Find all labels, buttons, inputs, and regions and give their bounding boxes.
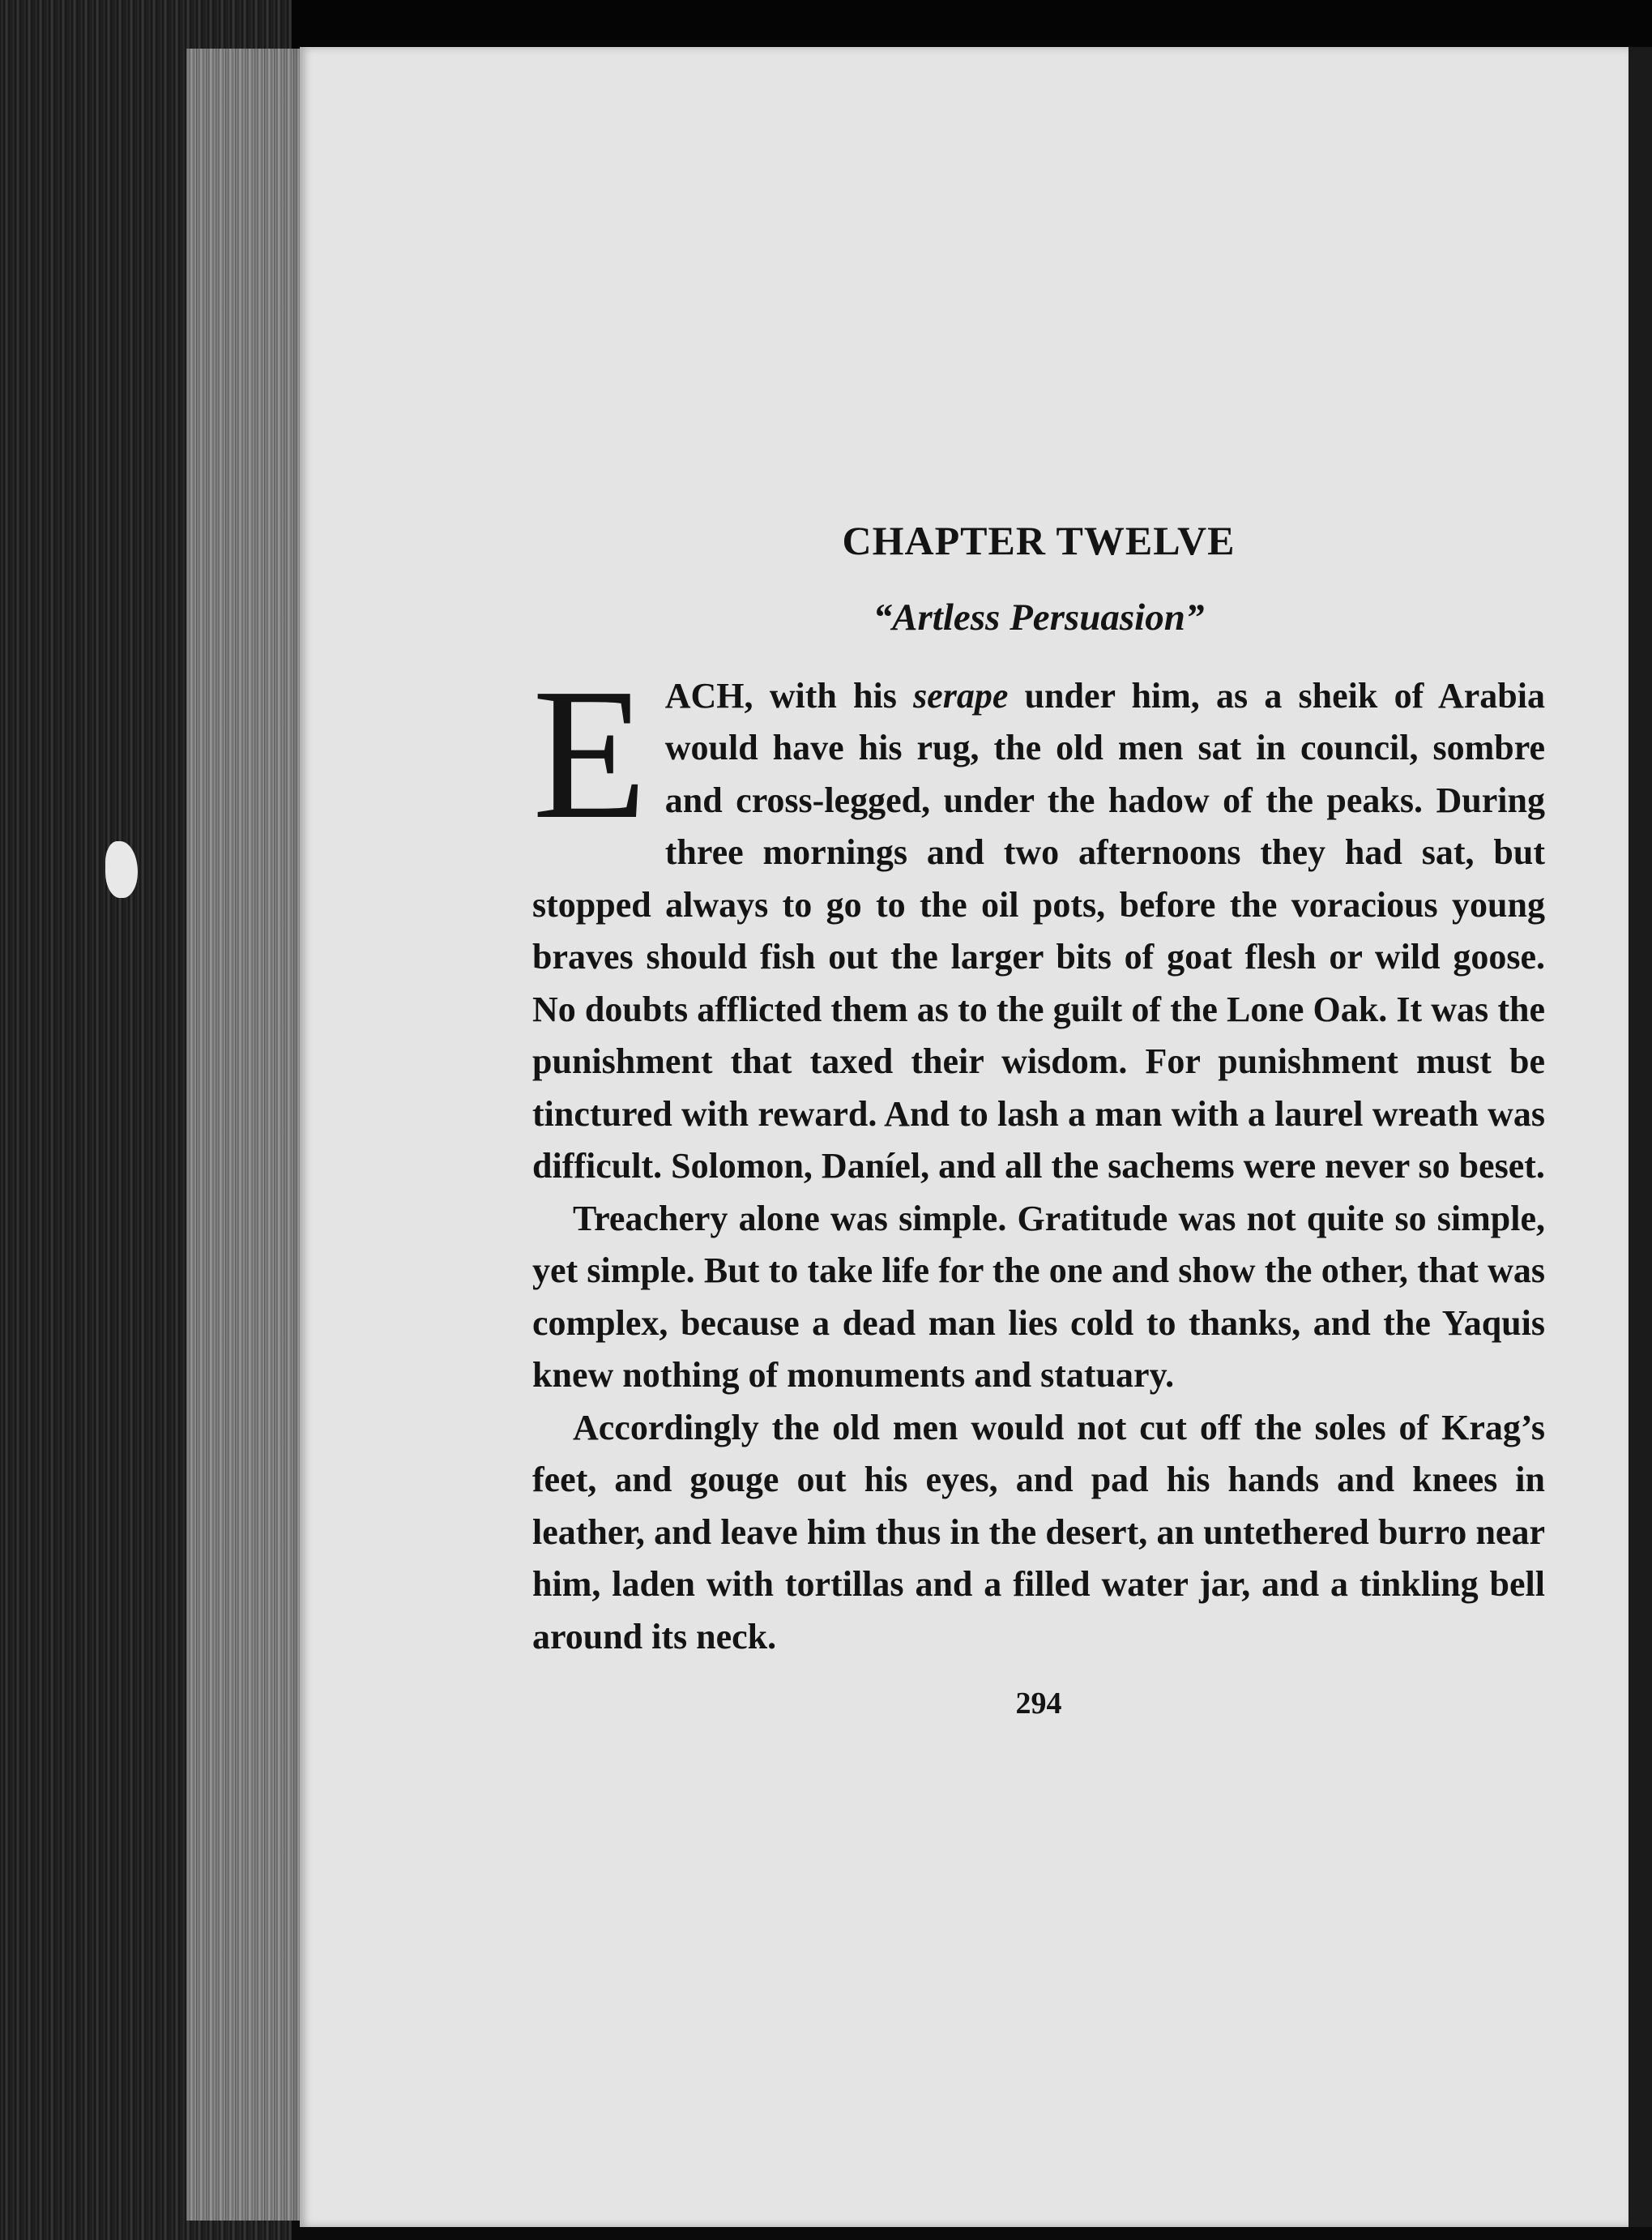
chapter-title: CHAPTER TWELVE — [842, 518, 1236, 563]
scan-right-border — [1629, 47, 1652, 2227]
paragraph-1-start: ACH, with his — [664, 675, 914, 716]
page-stack-edge — [186, 49, 300, 2221]
paragraph-1 — [532, 649, 1545, 1193]
chapter-subtitle: “Artless Persuasion” — [873, 596, 1205, 639]
page-text — [532, 519, 1545, 1721]
paragraph-2: Treachery alone was simple. Gratitude was not quite so simple, yet simple. But to take life for the one and show the other, that was complex, because a dead man lies cold to thanks, and the Yaquis knew nothing of monuments and statuary. — [532, 1198, 1545, 1396]
page-number: 294 — [1015, 1686, 1062, 1721]
drop-cap: E — [532, 649, 647, 858]
paragraph-1-rest: under him, as a sheik of Arabia would have his rug, the old men sat in council, sombre and cross-legged, under the hadow of the peaks. During three mornings and two afternoons they had sat, but stopped always to go to the oil pots, before the voracious young braves should fish out the larger bits of goat flesh or wild goose. No doubts afflicted them as to the guilt of the Lone Oak. It was the punishment that taxed their wisdom. For punishment must be tinctured with reward. And to lash a man with a laurel wreath was difficult. Solomon, Daníel, and all the sachems were never so beset. — [532, 675, 1545, 1186]
paragraph-3: Accordingly the old men would not cut off the soles of Krag’s feet, and gouge out his eyes, and pad his hands and knees in leather, and leave him thus in the desert, an untethered burro near him, laden with tortillas and a filled water jar, and a tinkling bell around its neck. — [532, 1407, 1545, 1656]
paragraph-1-emphasis: serape — [913, 675, 1009, 716]
